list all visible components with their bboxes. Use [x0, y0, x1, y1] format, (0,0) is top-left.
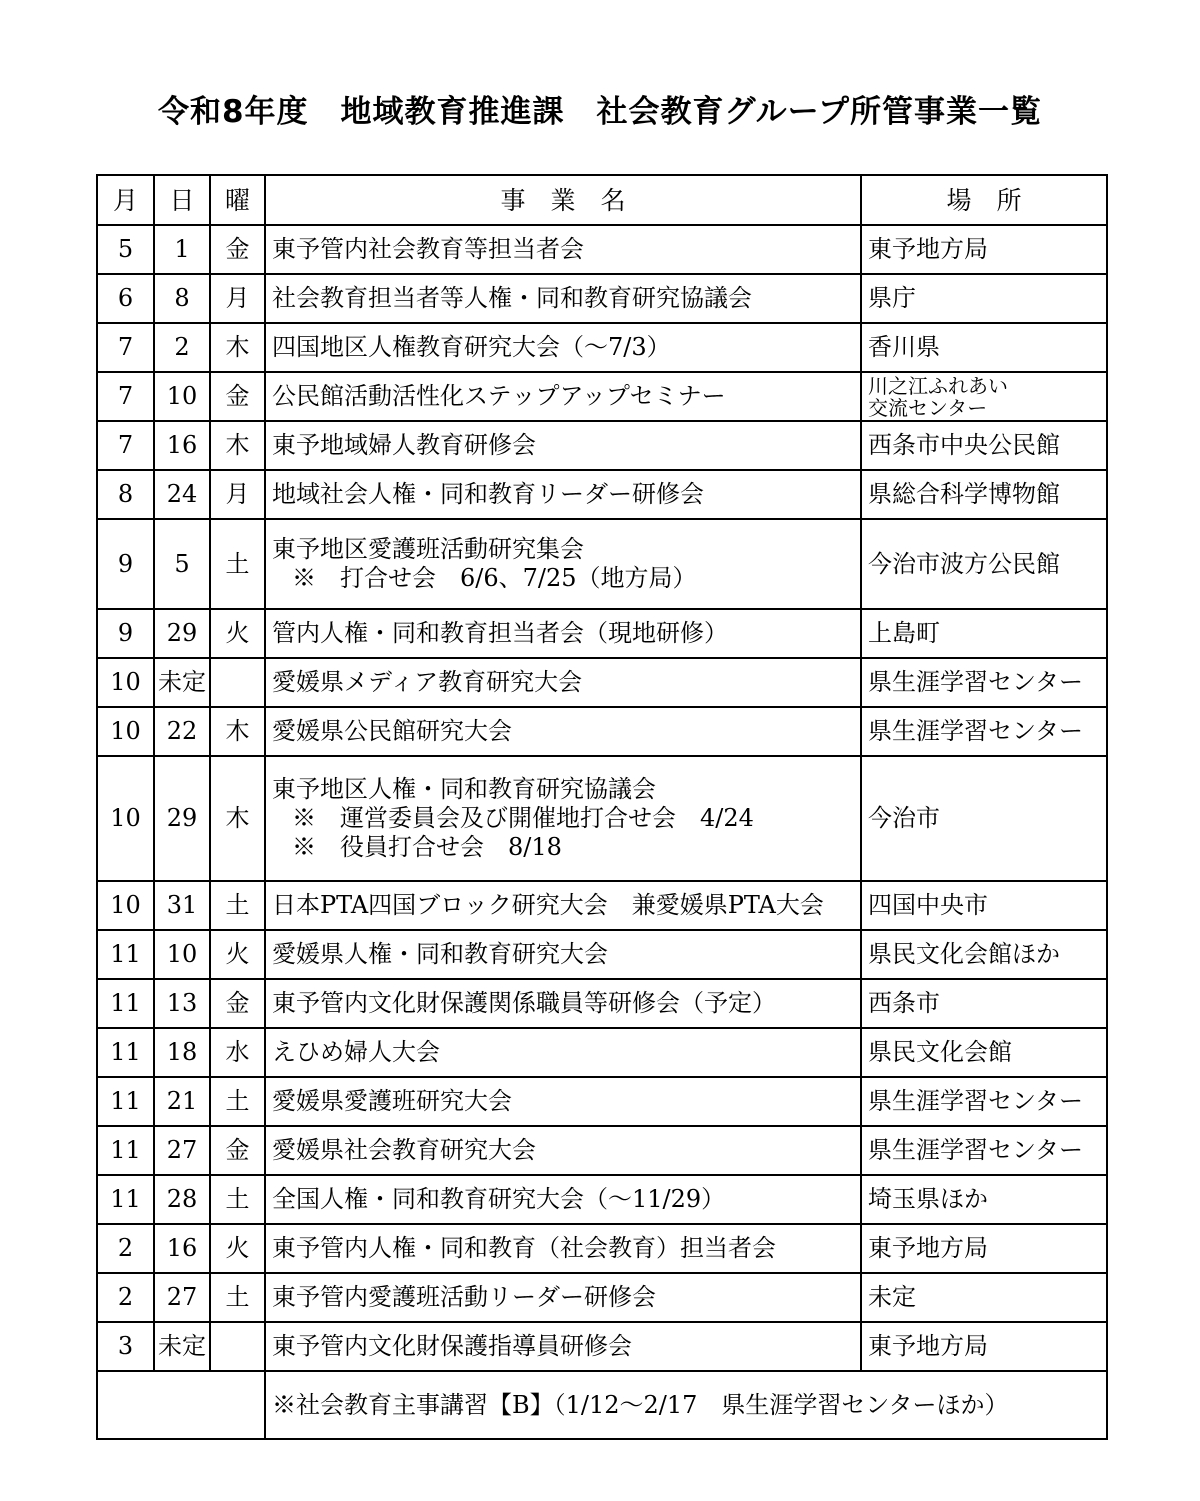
place-line: 今治市 — [868, 804, 940, 832]
day-cell: 5 — [154, 519, 210, 609]
place-line: 県生涯学習センター — [868, 668, 1084, 696]
weekday-cell: 水 — [210, 1028, 265, 1077]
event-cell — [265, 323, 861, 372]
month-cell: 10 — [97, 756, 154, 881]
event-cell — [265, 1175, 861, 1224]
event-name: 地域社会人権・同和教育リーダー研修会 — [272, 480, 704, 508]
day-cell: 29 — [154, 756, 210, 881]
event-name: 愛媛県人権・同和教育研究大会 — [272, 940, 608, 968]
place-cell — [861, 519, 1107, 609]
weekday-cell — [210, 1322, 265, 1371]
event-name: 東予地区愛護班活動研究集会 — [272, 535, 584, 563]
place-cell — [861, 707, 1107, 756]
event-name: 東予管内人権・同和教育（社会教育）担当者会 — [272, 1234, 776, 1262]
event-name: 四国地区人権教育研究大会（～7/3） — [272, 333, 671, 361]
day-cell: 8 — [154, 274, 210, 323]
table-row — [97, 421, 1107, 470]
month-cell: 6 — [97, 274, 154, 323]
place-line: 未定 — [868, 1283, 916, 1311]
header-event: 事 業 名 — [265, 175, 861, 225]
place-cell — [861, 1273, 1107, 1322]
event-cell — [265, 470, 861, 519]
month-cell: 2 — [97, 1224, 154, 1273]
place-line: 東予地方局 — [868, 1234, 988, 1262]
table-row — [97, 1126, 1107, 1175]
day-cell: 1 — [154, 225, 210, 274]
table-row — [97, 372, 1107, 421]
event-cell — [265, 658, 861, 707]
day-cell: 16 — [154, 421, 210, 470]
table-row — [97, 323, 1107, 372]
place-line: 西条市中央公民館 — [868, 431, 1060, 459]
place-cell — [861, 609, 1107, 658]
month-cell: 11 — [97, 1077, 154, 1126]
weekday-cell: 月 — [210, 274, 265, 323]
place-line: 上島町 — [868, 619, 940, 647]
table-row — [97, 707, 1107, 756]
table-row — [97, 274, 1107, 323]
place-cell — [861, 421, 1107, 470]
weekday-cell: 木 — [210, 756, 265, 881]
day-cell: 27 — [154, 1273, 210, 1322]
event-cell — [265, 756, 861, 881]
event-note: ※ 運営委員会及び開催地打合せ会 4/24 — [292, 804, 754, 832]
event-note: ※ 打合せ会 6/6、7/25（地方局） — [292, 564, 697, 592]
event-cell — [265, 274, 861, 323]
day-cell: 未定 — [154, 1322, 210, 1371]
footer-empty-cell — [97, 1371, 265, 1439]
event-cell — [265, 421, 861, 470]
event-name: 全国人権・同和教育研究大会（～11/29） — [272, 1185, 726, 1213]
weekday-cell: 火 — [210, 609, 265, 658]
header-day: 日 — [154, 175, 210, 225]
place-cell — [861, 881, 1107, 930]
header-weekday: 曜 — [210, 175, 265, 225]
day-cell: 18 — [154, 1028, 210, 1077]
page-title: 令和8年度 地域教育推進課 社会教育グループ所管事業一覧 — [157, 94, 1043, 130]
table-header-row — [97, 175, 1107, 225]
place-line: 県総合科学博物館 — [868, 480, 1060, 508]
event-name: 公民館活動活性化ステップアップセミナー — [272, 382, 726, 410]
event-name: 東予管内文化財保護指導員研修会 — [272, 1332, 632, 1360]
place-cell — [861, 756, 1107, 881]
event-name: 日本PTA四国ブロック研究大会 兼愛媛県PTA大会 — [272, 891, 824, 919]
month-cell: 9 — [97, 519, 154, 609]
day-cell: 29 — [154, 609, 210, 658]
place-line: 県民文化会館ほか — [868, 940, 1060, 968]
month-cell: 3 — [97, 1322, 154, 1371]
place-cell — [861, 323, 1107, 372]
event-name: 東予管内愛護班活動リーダー研修会 — [272, 1283, 656, 1311]
place-cell — [861, 1224, 1107, 1273]
event-cell — [265, 1077, 861, 1126]
table-row — [97, 930, 1107, 979]
weekday-cell — [210, 658, 265, 707]
event-name: 愛媛県公民館研究大会 — [272, 717, 512, 745]
day-cell: 31 — [154, 881, 210, 930]
month-cell: 9 — [97, 609, 154, 658]
month-cell: 7 — [97, 372, 154, 421]
table-row — [97, 658, 1107, 707]
place-cell — [861, 225, 1107, 274]
month-cell: 8 — [97, 470, 154, 519]
month-cell: 5 — [97, 225, 154, 274]
weekday-cell: 土 — [210, 519, 265, 609]
weekday-cell: 木 — [210, 323, 265, 372]
event-name: 東予管内社会教育等担当者会 — [272, 235, 584, 263]
table-body — [97, 225, 1107, 1371]
table-row — [97, 1175, 1107, 1224]
month-cell: 10 — [97, 707, 154, 756]
event-name: 愛媛県愛護班研究大会 — [272, 1087, 512, 1115]
month-cell: 11 — [97, 979, 154, 1028]
event-note: ※ 役員打合せ会 8/18 — [292, 833, 562, 861]
event-cell — [265, 609, 861, 658]
event-cell — [265, 1322, 861, 1371]
place-cell — [861, 274, 1107, 323]
weekday-cell: 金 — [210, 979, 265, 1028]
day-cell: 28 — [154, 1175, 210, 1224]
event-cell — [265, 707, 861, 756]
weekday-cell: 土 — [210, 881, 265, 930]
place-line: 県民文化会館 — [868, 1038, 1012, 1066]
weekday-cell: 火 — [210, 1224, 265, 1273]
day-cell: 27 — [154, 1126, 210, 1175]
event-cell — [265, 1126, 861, 1175]
event-name: えひめ婦人大会 — [272, 1038, 440, 1066]
table-row — [97, 756, 1107, 881]
month-cell: 11 — [97, 1028, 154, 1077]
place-cell — [861, 470, 1107, 519]
weekday-cell: 月 — [210, 470, 265, 519]
place-line: 埼玉県ほか — [868, 1185, 988, 1213]
footer-note: ※社会教育主事講習【B】（1/12～2/17 県生涯学習センターほか） — [265, 1371, 1107, 1439]
month-cell: 10 — [97, 658, 154, 707]
weekday-cell: 木 — [210, 707, 265, 756]
weekday-cell: 木 — [210, 421, 265, 470]
event-cell — [265, 225, 861, 274]
place-line: 県庁 — [868, 284, 916, 312]
table-row — [97, 1224, 1107, 1273]
day-cell: 10 — [154, 930, 210, 979]
table-row — [97, 225, 1107, 274]
place-line: 川之江ふれあい — [868, 373, 1008, 398]
table-row — [97, 881, 1107, 930]
weekday-cell: 土 — [210, 1077, 265, 1126]
table-row — [97, 470, 1107, 519]
table-row — [97, 979, 1107, 1028]
place-line: 西条市 — [868, 989, 940, 1017]
place-cell — [861, 1126, 1107, 1175]
place-cell — [861, 1077, 1107, 1126]
header-month: 月 — [97, 175, 154, 225]
event-cell — [265, 881, 861, 930]
place-line: 香川県 — [868, 333, 940, 361]
event-cell — [265, 930, 861, 979]
weekday-cell: 金 — [210, 225, 265, 274]
month-cell: 7 — [97, 323, 154, 372]
place-line: 今治市波方公民館 — [868, 549, 1060, 578]
event-cell — [265, 1028, 861, 1077]
event-table — [96, 174, 1108, 1440]
place-line: 県生涯学習センター — [868, 717, 1084, 745]
place-line: 県生涯学習センター — [868, 1087, 1084, 1115]
event-cell — [265, 979, 861, 1028]
event-name: 愛媛県社会教育研究大会 — [272, 1136, 536, 1164]
place-cell — [861, 930, 1107, 979]
weekday-cell: 金 — [210, 1126, 265, 1175]
table-row — [97, 609, 1107, 658]
day-cell: 22 — [154, 707, 210, 756]
event-name: 東予地域婦人教育研修会 — [272, 431, 536, 459]
event-name: 社会教育担当者等人権・同和教育研究協議会 — [272, 284, 752, 312]
header-place: 場 所 — [861, 175, 1107, 225]
month-cell: 11 — [97, 1175, 154, 1224]
day-cell: 24 — [154, 470, 210, 519]
event-cell — [265, 1273, 861, 1322]
month-cell: 2 — [97, 1273, 154, 1322]
table-row — [97, 1028, 1107, 1077]
place-line: 四国中央市 — [868, 891, 988, 919]
place-cell — [861, 979, 1107, 1028]
place-cell — [861, 372, 1107, 421]
place-cell — [861, 1028, 1107, 1077]
table-row — [97, 1077, 1107, 1126]
event-cell — [265, 372, 861, 421]
month-cell: 7 — [97, 421, 154, 470]
event-cell — [265, 1224, 861, 1273]
weekday-cell: 土 — [210, 1175, 265, 1224]
day-cell: 21 — [154, 1077, 210, 1126]
weekday-cell: 火 — [210, 930, 265, 979]
place-cell — [861, 1322, 1107, 1371]
month-cell: 11 — [97, 930, 154, 979]
place-line: 県生涯学習センター — [868, 1136, 1084, 1164]
place-line: 東予地方局 — [868, 235, 988, 263]
event-name: 愛媛県メディア教育研究大会 — [272, 668, 583, 696]
table-row — [97, 1273, 1107, 1322]
weekday-cell: 金 — [210, 372, 265, 421]
footer-row — [97, 1371, 1107, 1439]
month-cell: 11 — [97, 1126, 154, 1175]
day-cell: 16 — [154, 1224, 210, 1273]
day-cell: 未定 — [154, 658, 210, 707]
event-name: 東予地区人権・同和教育研究協議会 — [272, 775, 656, 803]
place-line: 東予地方局 — [868, 1332, 988, 1360]
weekday-cell: 土 — [210, 1273, 265, 1322]
day-cell: 10 — [154, 372, 210, 421]
event-name: 東予管内文化財保護関係職員等研修会（予定） — [272, 989, 776, 1017]
day-cell: 2 — [154, 323, 210, 372]
place-cell — [861, 658, 1107, 707]
place-line: 交流センター — [868, 395, 988, 420]
table-row — [97, 519, 1107, 609]
event-name: 管内人権・同和教育担当者会（現地研修） — [272, 619, 728, 647]
day-cell: 13 — [154, 979, 210, 1028]
month-cell: 10 — [97, 881, 154, 930]
event-cell — [265, 519, 861, 609]
table-row — [97, 1322, 1107, 1371]
place-cell — [861, 1175, 1107, 1224]
